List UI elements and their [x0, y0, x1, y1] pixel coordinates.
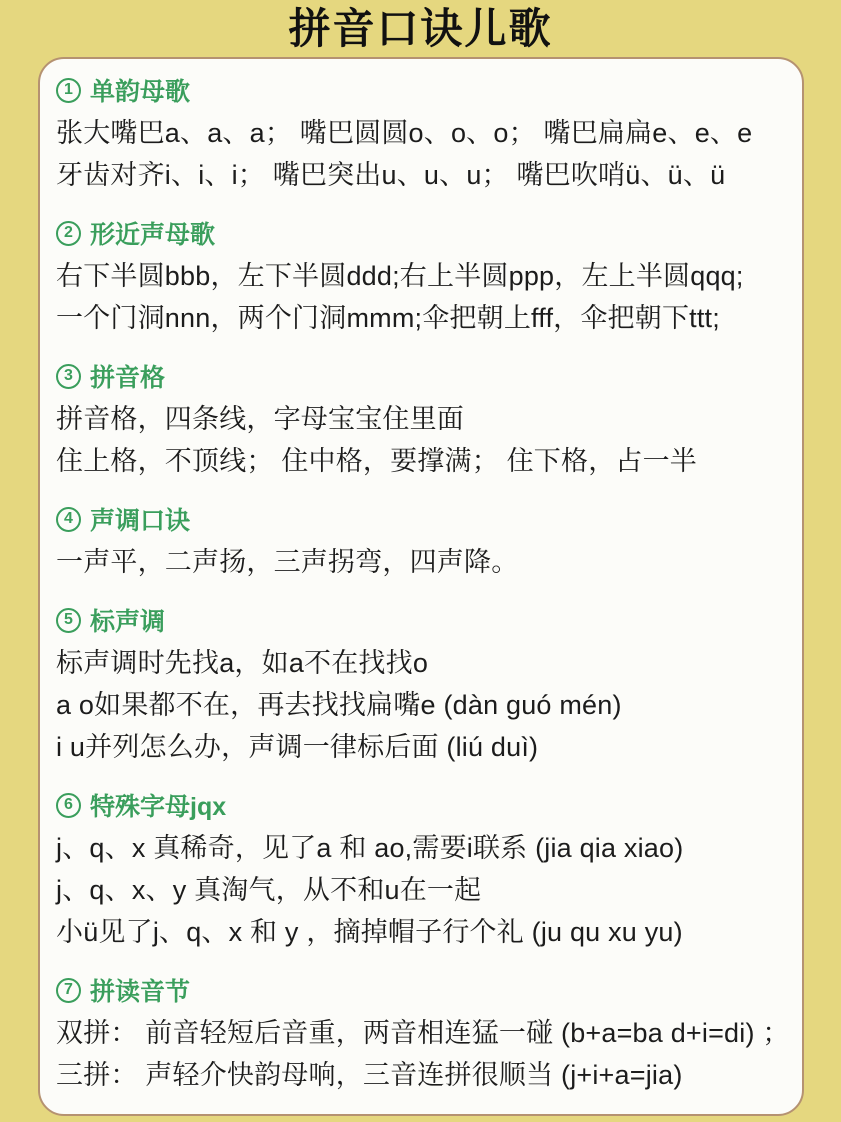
- content-card: [38, 57, 804, 1116]
- lyric-line: 标声调时先找a，如a不在找找o: [56, 648, 429, 678]
- section-heading: [56, 216, 784, 250]
- section-heading: [56, 788, 784, 822]
- lyric-line: 住上格，不顶线； 住中格，要撑满； 住下格，占一半: [56, 446, 698, 476]
- lyric-line: j、q、x、y 真淘气，从不和u在一起: [56, 875, 482, 905]
- lyric-line: a o如果都不在，再去找找扁嘴e (dàn guó mén): [56, 690, 622, 720]
- section-title: 声调口诀: [90, 507, 191, 535]
- section-special-letters-jqx: [56, 788, 784, 953]
- section-heading: [56, 73, 784, 107]
- lyric-line: j、q、x 真稀奇，见了a 和 ao,需要i联系 (jia qia xiao): [56, 833, 684, 863]
- circled-number-icon: 6: [56, 793, 81, 818]
- lyric-line: 三拼： 声轻介快韵母响，三音连拼很顺当 (j+i+a=jia): [56, 1060, 683, 1090]
- page-title: 拼音口诀儿歌: [288, 5, 553, 52]
- section-title: 拼读音节: [90, 978, 191, 1006]
- section-tones: [56, 502, 784, 583]
- section-heading: [56, 359, 784, 393]
- lyric-line: 一声平，二声扬，三声拐弯，四声降。: [56, 547, 519, 577]
- section-title: 单韵母歌: [90, 78, 191, 106]
- section-title: 形近声母歌: [90, 221, 216, 249]
- circled-number-icon: 2: [56, 221, 81, 246]
- lyric-line: 张大嘴巴a、a、a； 嘴巴圆圆o、o、o； 嘴巴扁扁e、e、e: [56, 118, 753, 148]
- lyric-line: 双拼： 前音轻短后音重，两音相连猛一碰 (b+a=ba d+i=di) ；: [56, 1018, 790, 1048]
- section-title: 特殊字母jqx: [90, 793, 227, 821]
- section-single-finals: [56, 73, 784, 196]
- lyric-line: 右下半圆bbb，左下半圆ddd;右上半圆ppp，左上半圆qqq;: [56, 261, 744, 291]
- section-syllable-blending: [56, 973, 790, 1096]
- lyric-line: 一个门洞nnn，两个门洞mmm;伞把朝上fff，伞把朝下ttt;: [56, 303, 720, 333]
- circled-number-icon: 7: [56, 978, 81, 1003]
- lyric-line: 牙齿对齐i、i、i； 嘴巴突出u、u、u； 嘴巴吹哨ü、ü、ü: [56, 160, 726, 190]
- section-similar-initials: [56, 216, 784, 339]
- section-title: 标声调: [90, 608, 166, 636]
- lyric-line: 拼音格，四条线，字母宝宝住里面: [56, 404, 464, 434]
- circled-number-icon: 4: [56, 507, 81, 532]
- section-heading: [56, 502, 784, 536]
- circled-number-icon: 1: [56, 78, 81, 103]
- section-heading: [56, 973, 784, 1007]
- section-tone-marking: [56, 603, 784, 768]
- section-pinyin-grid: [56, 359, 784, 482]
- section-title: 拼音格: [90, 364, 166, 392]
- circled-number-icon: 3: [56, 364, 81, 389]
- circled-number-icon: 5: [56, 608, 81, 633]
- lyric-line: 小ü见了j、q、x 和 y ，摘掉帽子行个礼 (ju qu xu yu): [56, 917, 683, 947]
- section-heading: [56, 603, 784, 637]
- lyric-line: i u并列怎么办，声调一律标后面 (liú duì): [56, 732, 539, 762]
